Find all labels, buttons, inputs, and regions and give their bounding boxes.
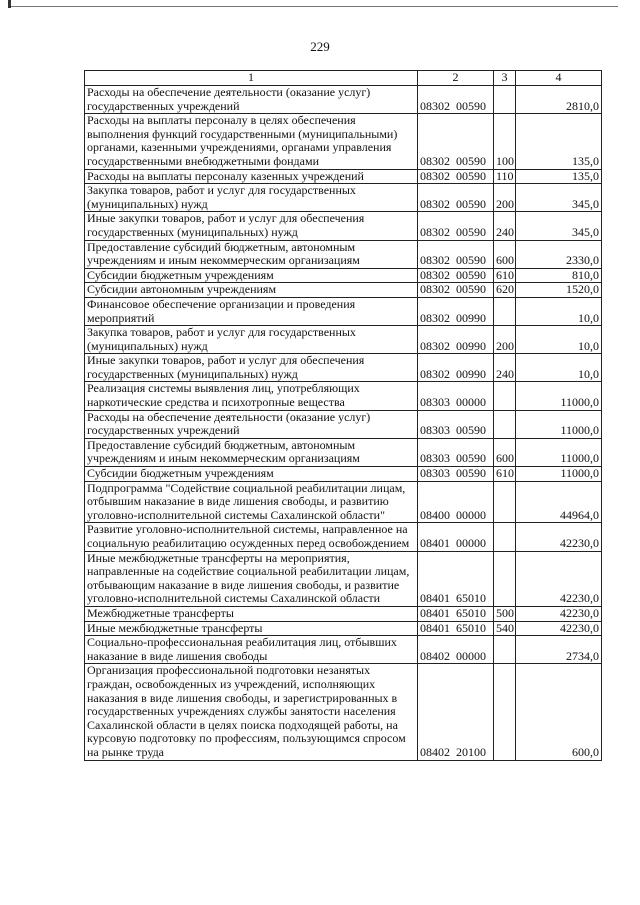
row-amount: 42230,0 (516, 523, 602, 551)
table-row (85, 169, 602, 184)
row-amount: 11000,0 (516, 467, 602, 482)
row-code: 08302 00590 (418, 114, 494, 169)
row-expense-type: 540 (494, 621, 516, 636)
row-code: 08401 65010 (418, 606, 494, 621)
row-amount: 345,0 (516, 184, 602, 212)
table-row (85, 410, 602, 438)
row-expense-type: 620 (494, 283, 516, 298)
row-code: 08303 00590 (418, 438, 494, 466)
page-number: 229 (310, 39, 330, 54)
row-name: Расходы на выплаты персоналу в целях обеспечения выполнения функций государственными (муниципальными) органами, казенными учреждениями, органами управления государственными внебюджетными фондами (85, 114, 418, 169)
table-body (85, 86, 602, 761)
table-row (85, 664, 602, 760)
row-expense-type: 200 (494, 184, 516, 212)
row-code: 08401 65010 (418, 621, 494, 636)
table-row (85, 283, 602, 298)
row-code: 08302 00590 (418, 240, 494, 268)
row-code: 08401 65010 (418, 551, 494, 606)
row-code: 08303 00590 (418, 410, 494, 438)
scan-top-edge (8, 6, 618, 7)
row-name: Закупка товаров, работ и услуг для государственных (муниципальных) нужд (85, 326, 418, 354)
row-expense-type: 240 (494, 354, 516, 382)
row-name: Подпрограмма "Содействие социальной реабилитации лицам, отбывшим наказание в виде лишения свободы, и развитию уголовно-исполнительной системы Сахалинской области" (85, 481, 418, 523)
column-header: 3 (494, 71, 516, 86)
row-amount: 2330,0 (516, 240, 602, 268)
row-expense-type (494, 664, 516, 760)
row-name: Реализация системы выявления лиц, употребляющих наркотические средства и психотропные вещества (85, 382, 418, 410)
budget-table (84, 70, 602, 761)
row-name: Расходы на выплаты персоналу казенных учреждений (85, 169, 418, 184)
row-amount: 2810,0 (516, 86, 602, 114)
row-expense-type: 600 (494, 240, 516, 268)
row-expense-type: 610 (494, 268, 516, 283)
row-code: 08402 20100 (418, 664, 494, 760)
row-amount: 11000,0 (516, 382, 602, 410)
row-code: 08302 00590 (418, 283, 494, 298)
row-name: Субсидии бюджетным учреждениям (85, 268, 418, 283)
row-expense-type (494, 86, 516, 114)
row-code: 08302 00590 (418, 169, 494, 184)
table-row (85, 354, 602, 382)
row-name: Предоставление субсидий бюджетным, автономным учреждениям и иным некоммерческим организациям (85, 240, 418, 268)
table-row (85, 382, 602, 410)
row-amount: 10,0 (516, 297, 602, 325)
row-amount: 135,0 (516, 169, 602, 184)
row-expense-type (494, 636, 516, 664)
row-name: Иные межбюджетные трансферты на мероприятия, направленные на содействие социальной реабилитации лицам, отбывающим наказание в виде лишения свободы, и развитие уголовно-исполнительной системы Сахалинской области (85, 551, 418, 606)
row-name: Субсидии бюджетным учреждениям (85, 467, 418, 482)
row-expense-type: 200 (494, 326, 516, 354)
row-name: Межбюджетные трансферты (85, 606, 418, 621)
row-name: Закупка товаров, работ и услуг для государственных (муниципальных) нужд (85, 184, 418, 212)
row-expense-type (494, 551, 516, 606)
table-row (85, 297, 602, 325)
row-name: Расходы на обеспечение деятельности (оказание услуг) государственных учреждений (85, 86, 418, 114)
row-code: 08303 00590 (418, 467, 494, 482)
row-expense-type: 600 (494, 438, 516, 466)
row-amount: 10,0 (516, 354, 602, 382)
row-name: Предоставление субсидий бюджетным, автономным учреждениям и иным некоммерческим организациям (85, 438, 418, 466)
row-expense-type (494, 523, 516, 551)
table-row (85, 268, 602, 283)
row-code: 08400 00000 (418, 481, 494, 523)
row-code: 08303 00000 (418, 382, 494, 410)
row-amount: 1520,0 (516, 283, 602, 298)
row-expense-type (494, 297, 516, 325)
table-row (85, 86, 602, 114)
table-row (85, 551, 602, 606)
row-amount: 42230,0 (516, 606, 602, 621)
row-amount: 810,0 (516, 268, 602, 283)
row-name: Иные межбюджетные трансферты (85, 621, 418, 636)
row-expense-type (494, 382, 516, 410)
row-code: 08302 00990 (418, 354, 494, 382)
row-name: Субсидии автономным учреждениям (85, 283, 418, 298)
row-amount: 42230,0 (516, 551, 602, 606)
row-amount: 345,0 (516, 212, 602, 240)
row-expense-type: 110 (494, 169, 516, 184)
row-amount: 44964,0 (516, 481, 602, 523)
row-expense-type: 500 (494, 606, 516, 621)
row-expense-type (494, 481, 516, 523)
column-header: 1 (85, 71, 418, 86)
row-code: 08401 00000 (418, 523, 494, 551)
row-amount: 2734,0 (516, 636, 602, 664)
table-row (85, 467, 602, 482)
table-row (85, 481, 602, 523)
row-expense-type (494, 410, 516, 438)
row-name: Организация профессиональной подготовки незанятых граждан, освобожденных из учреждений, исполняющих наказания в виде лишения свободы, и зарегистрированных в государственных учреждениях службы занятости населения Сахалинской области в целях поиска подходящей работы, на курсовую подготовку по профессиям, пользующимся спросом на рынке труда (85, 664, 418, 760)
table-row (85, 240, 602, 268)
header-row (85, 71, 602, 86)
table-row (85, 636, 602, 664)
row-code: 08302 00590 (418, 86, 494, 114)
row-code: 08302 00990 (418, 297, 494, 325)
row-code: 08402 00000 (418, 636, 494, 664)
row-name: Социально-профессиональная реабилитация лиц, отбывших наказание в виде лишения свободы (85, 636, 418, 664)
row-code: 08302 00590 (418, 212, 494, 240)
row-amount: 10,0 (516, 326, 602, 354)
row-code: 08302 00590 (418, 184, 494, 212)
table-row (85, 114, 602, 169)
row-code: 08302 00590 (418, 268, 494, 283)
row-name: Развитие уголовно-исполнительной системы, направленное на социальную реабилитацию осужденных перед освобождением (85, 523, 418, 551)
table-row (85, 621, 602, 636)
row-amount: 11000,0 (516, 410, 602, 438)
column-header: 4 (516, 71, 602, 86)
row-amount: 42230,0 (516, 621, 602, 636)
table-row (85, 523, 602, 551)
table-row (85, 326, 602, 354)
column-header: 2 (418, 71, 494, 86)
row-expense-type: 100 (494, 114, 516, 169)
row-name: Иные закупки товаров, работ и услуг для обеспечения государственных (муниципальных) нужд (85, 212, 418, 240)
row-name: Расходы на обеспечение деятельности (оказание услуг) государственных учреждений (85, 410, 418, 438)
table-row (85, 606, 602, 621)
table-row (85, 438, 602, 466)
row-code: 08302 00990 (418, 326, 494, 354)
row-amount: 11000,0 (516, 438, 602, 466)
row-expense-type: 240 (494, 212, 516, 240)
table-row (85, 212, 602, 240)
row-amount: 135,0 (516, 114, 602, 169)
row-name: Иные закупки товаров, работ и услуг для обеспечения государственных (муниципальных) нужд (85, 354, 418, 382)
row-name: Финансовое обеспечение организации и проведения мероприятий (85, 297, 418, 325)
row-expense-type: 610 (494, 467, 516, 482)
table-row (85, 184, 602, 212)
row-amount: 600,0 (516, 664, 602, 760)
